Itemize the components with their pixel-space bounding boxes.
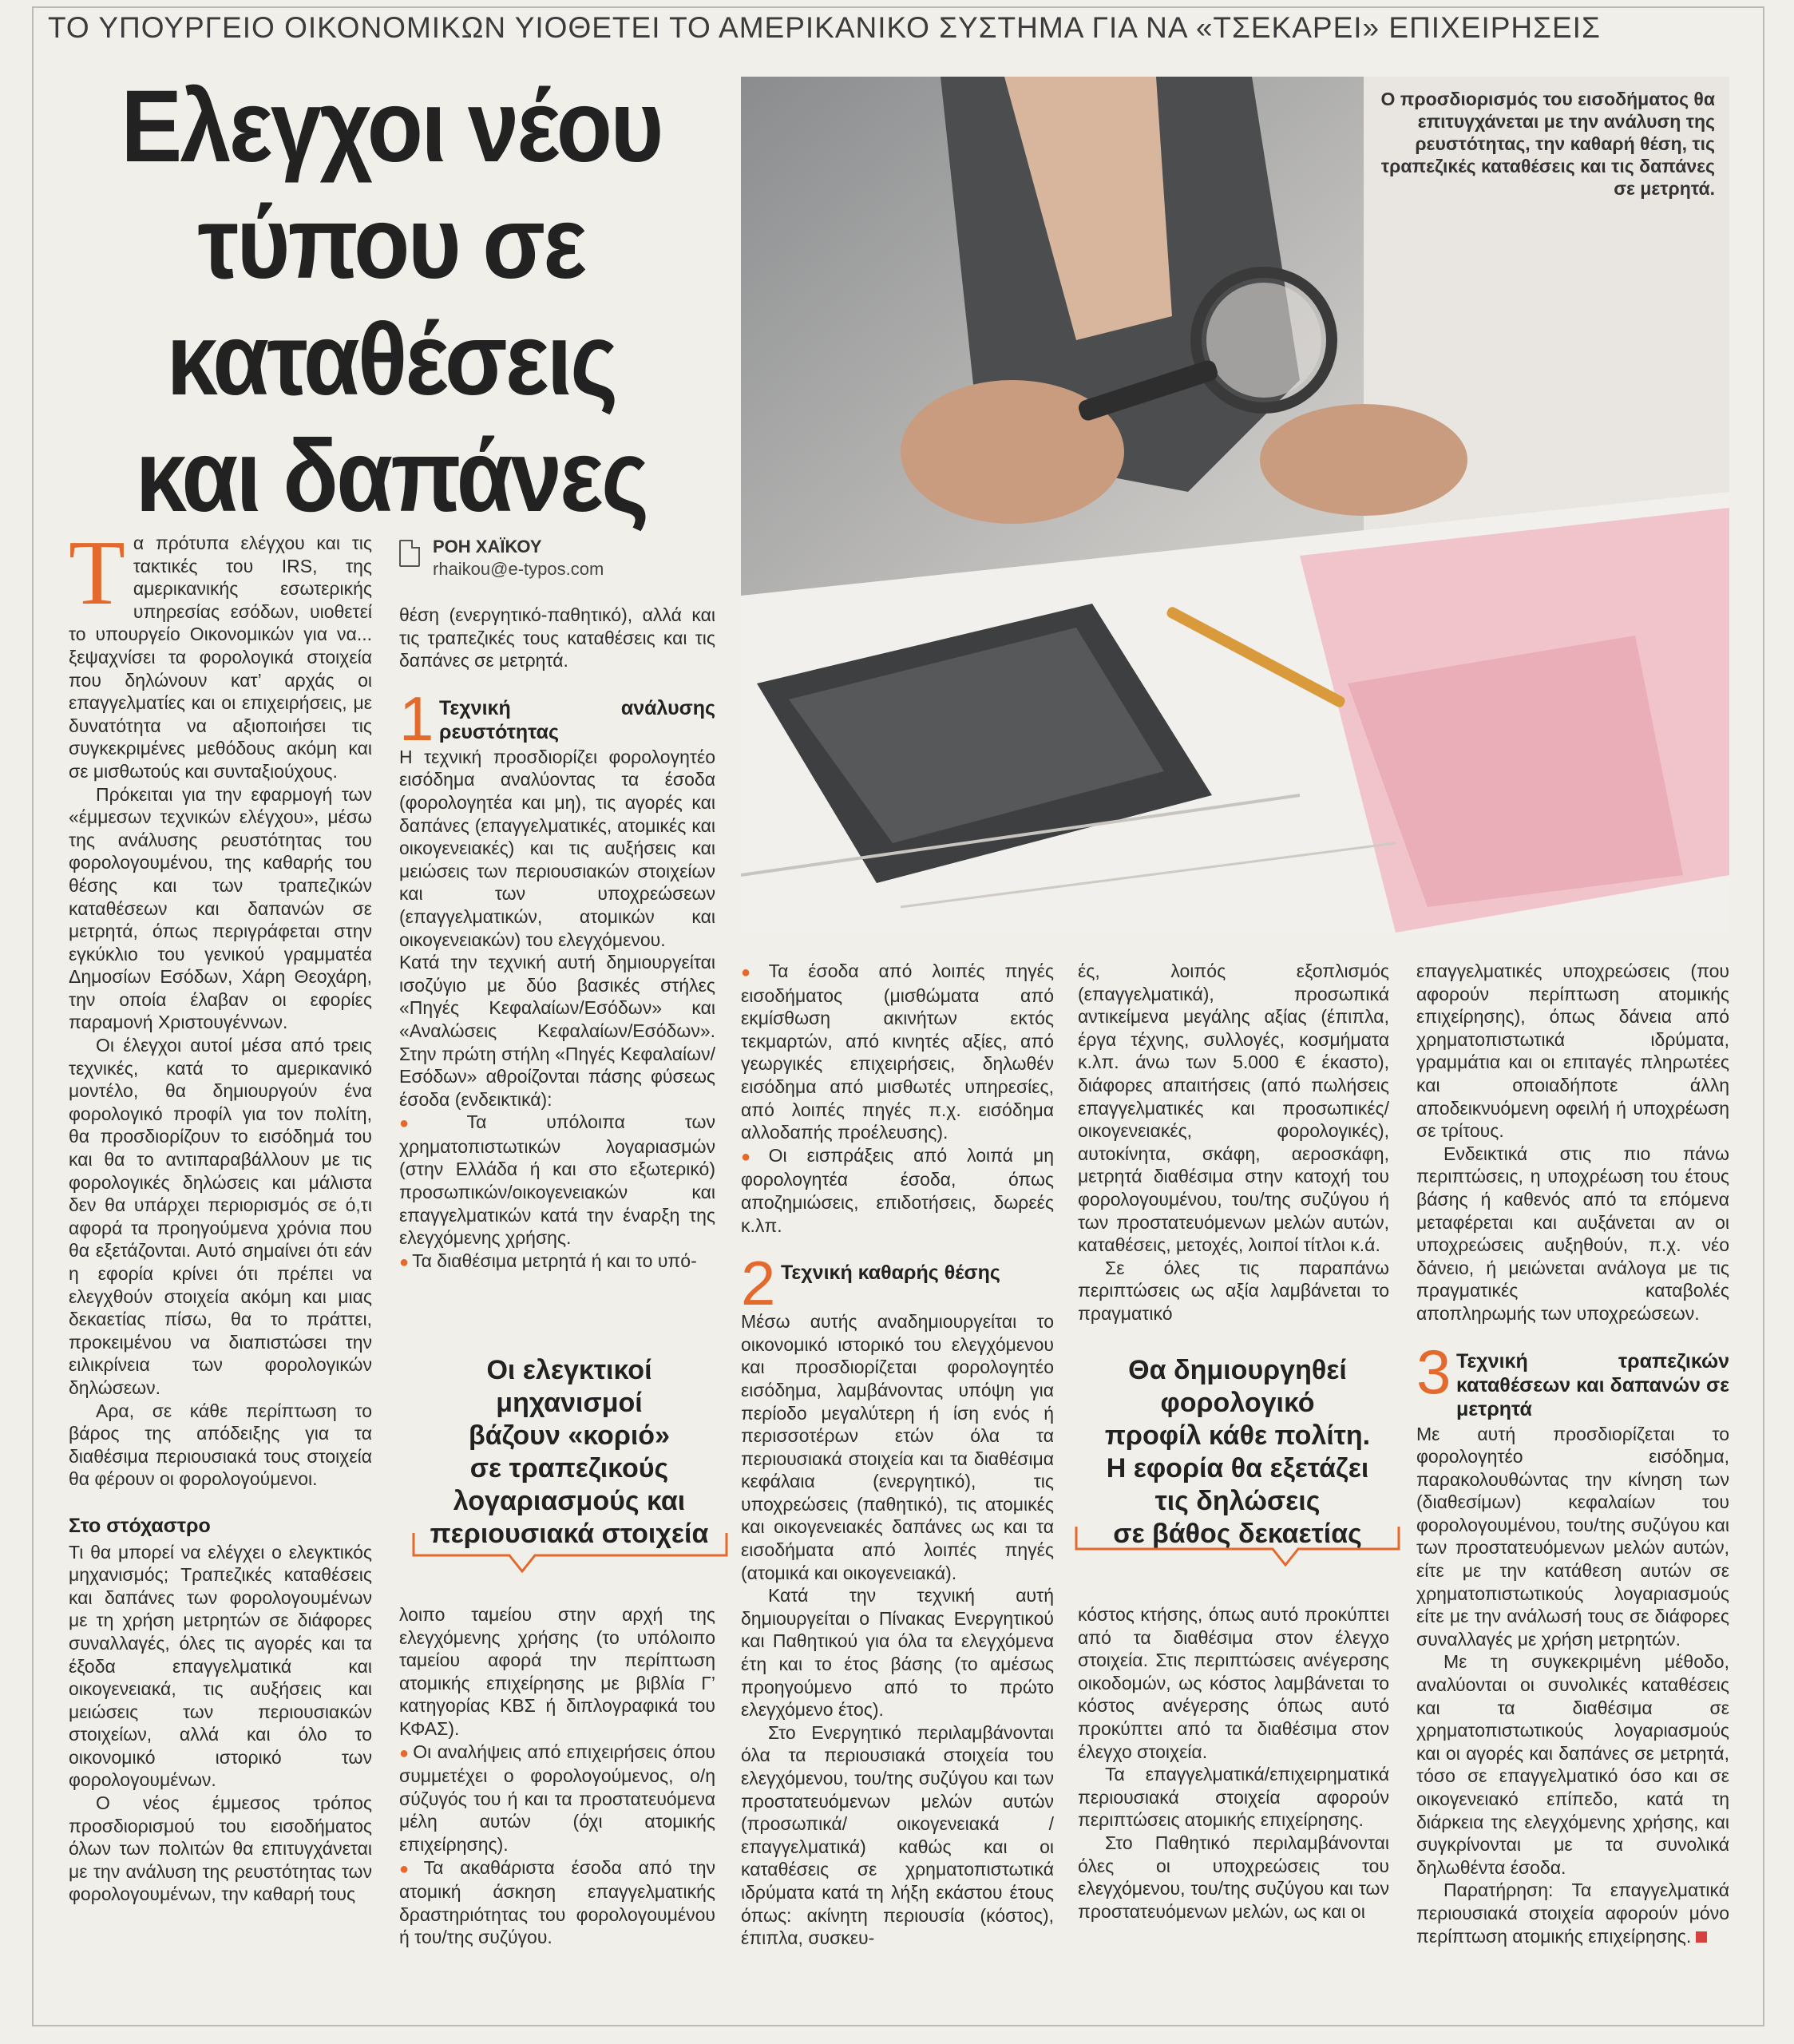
paragraph: Σε όλες τις παραπάνω περιπτώσεις ως αξία λαμβάνεται το πραγματικό xyxy=(1078,1257,1389,1324)
headline-line-3: καταθέσεις xyxy=(166,303,616,417)
quote-line: Οι ελεγκτικοί xyxy=(486,1355,652,1385)
bullet-item: ● Τα ακαθάριστα έσοδα από την ατομική άσκηση επαγγελματικής δραστηριότητας του φορολογουμένου ή του/της συζύγου. xyxy=(399,1856,715,1948)
document-icon xyxy=(399,540,420,567)
paragraph: Τι θα μπορεί να ελέγχει ο ελεγκτικός μηχανισμός; Τραπεζικές καταθέσεις και δαπάνες των φορολογουμένων με τη χρήση μετρητών σε διάφορες συναλλαγές, όλες τις αγορές και τα έξοδα επαγγελματικά και οικογενειακά, τις αυξήσεις και μειώσεις των περιουσιακών στοιχείων, αλλά και όλο το οικονομικό ιστορικό των φορολογουμένων. xyxy=(69,1541,372,1791)
paragraph: Ενδεικτικά στις πιο πάνω περιπτώσεις, η υποχρέωση του έτους βάσης ή καθενός από τα επόμενα μεταφέρεται και αυξάνεται αν οι υποχρεώσεις αυξηθούν, π.χ. νέο δάνειο, ή μειώνεται ανάλογα με τις πραγματικές καταβολές αποπληρωμής των υποχρεώσεων. xyxy=(1416,1143,1729,1324)
quote-line: Θα δημιουργηθεί xyxy=(1128,1355,1347,1385)
column-1 xyxy=(69,522,372,1906)
quote-line: σε βάθος δεκαετίας xyxy=(1113,1519,1362,1549)
bullet-dot-icon: ● xyxy=(399,1860,421,1878)
pull-quote-1 xyxy=(414,1354,725,1562)
paragraph: θέση (ενεργητικό-παθητικό), αλλά και τις τραπεζικές τους καταθέσεις και τις δαπάνες σε μετρητά. xyxy=(399,604,715,671)
supra-title: ΤΟ ΥΠΟΥΡΓΕΙΟ ΟΙΚΟΝΟΜΙΚΩΝ ΥΙΟΘΕΤΕΙ ΤΟ ΑΜΕΡΙΚΑΝΙΚΟ ΣΥΣΤΗΜΑ ΓΙΑ ΝΑ «ΤΣΕΚΑΡΕΙ» ΕΠΙΧΕΙΡΗΣΕΙΣ xyxy=(48,11,1601,44)
photo-illustration xyxy=(741,77,1729,933)
section-number: 2 xyxy=(741,1248,776,1319)
byline xyxy=(399,537,639,581)
bullet-item: ● Οι αναλήψεις από επιχειρήσεις όπου συμμετέχει ο φορολογούμενος, ο/η σύζυγός του ή και τα προστατευόμενα μέλη αυτών (όχι ατομικής επιχείρησης). xyxy=(399,1741,715,1855)
bullet-item: ● Τα έσοδα από λοιπές πηγές εισοδήματος (μισθώματα από εκμίσθωση ακινήτων εκτός τεκμαρτών, από κινητές αξίες, από γεωργικές επιχειρήσεις, δηλωθέν εισόδημα από μισθωτές υπηρεσίες, από λοιπές πηγές π.χ. εισόδημα αλλοδαπής προέλευσης). xyxy=(741,961,1054,1143)
closing-note: Παρατήρηση: Τα επαγγελματικά περιουσιακά στοιχεία αφορούν μόνο περίπτωση ατομικής επιχείρησης. xyxy=(1416,1880,1729,1947)
subhead-target: Στο στόχαστρο xyxy=(69,1514,211,1537)
paragraph: Μέσω αυτής αναδημιουργείται το οικονομικό ιστορικό του ελεγχόμενου και προσδιορίζεται φορολογητέο εισόδημα, λαμβάνοντας υπόψη για περίοδο μεγαλύτερη ή ίση ενός ή περισσοτέρων ετών όλα τα περιουσιακά στοιχεία και τα διαθέσιμα κεφάλαια (ενεργητικό), τις υποχρεώσεις (παθητικό), τις ατομικές και οικογενειακές δαπάνες ως και τα εισοδήματα από λοιπές πηγές (ατομικά και οικογενειακά). xyxy=(741,1311,1054,1583)
paragraph: Πρόκειται για την εφαρμογή των «έμμεσων τεχνικών ελέγχου», μέσω της ανάλυσης ρευστότητας του φορολογουμένου, της καθαρής του θέσης και των τραπεζικών καταθέσεων και δαπανών σε μετρητά, όπως περιγράφεται στην εγκύκλιο του γενικού γραμματέα Δημοσίων Εσόδων, Χάρη Θεοχάρη, την οποία έλαβαν οι εφορίες παραμονή Χριστουγέννων. xyxy=(69,783,372,1033)
section-title: Τεχνική τραπεζικών καταθέσεων και δαπανών σε μετρητά xyxy=(1456,1349,1729,1420)
section-title: Τεχνική καθαρής θέσης xyxy=(781,1262,1000,1285)
paragraph: Στο Παθητικό περιλαμβάνονται όλες οι υποχρεώσεις του ελεγχόμενου, του/της συζύγου και των προστατευόμενων μελών, ως και οι xyxy=(1078,1832,1389,1922)
quote-frame-1 xyxy=(410,1530,730,1573)
quote-line: σε τραπεζικούς xyxy=(469,1453,669,1483)
column-2-lower xyxy=(399,1603,715,1949)
author-name: ΡΟΗ ΧΑΪΚΟΥ xyxy=(433,537,542,557)
author-email[interactable]: rhaikou@e-typos.com xyxy=(433,559,604,579)
section-number: 1 xyxy=(399,683,434,754)
dropcap: Τ xyxy=(69,522,125,624)
paragraph: Με αυτή προσδιορίζεται το φορολογητέο εισόδημα, παρακολουθώντας την κίνηση των (διαθεσίμων) κεφαλαίων του φορολογουμένου, του/της συζύγου και των προστατευόμενων μελών αυτών, είτε με την κατάθεση αυτών σε χρηματοπιστωτικούς λογαριασμούς είτε με την ανάλωσή τους σε διάφορες συναλλαγές με χρήση μετρητών. xyxy=(1416,1423,1729,1650)
paragraph: Κατά την τεχνική αυτή δημιουργείται ισοζύγιο με δύο βασικές στήλες «Πηγές Κεφαλαίων/Εσόδων» και «Αναλώσεις Κεφαλαίων/Εσόδων». Στην πρώτη στήλη «Πηγές Κεφαλαίων/Εσόδων» αθροίζονται πάσης φύσεως έσοδα (ενδεικτικά): xyxy=(399,952,715,1110)
headline xyxy=(82,69,700,535)
quote-line: προφίλ κάθε πολίτη. xyxy=(1104,1420,1371,1451)
bullet-dot-icon: ● xyxy=(741,1147,766,1166)
lead-text: α πρότυπα ελέγχου και τις τακτικές του IRS, της αμερικανικής εσωτερικής υπηρεσίας εσόδων, υιοθετεί το υπουργείο Οικονομικών για να... ξεψαχνίσει τα φορολογικά στοιχεία που δηλώνουν κατ’ αρχάς οι επαγγελματίες και οι επιχειρήσεις, με δυνατότητα να αξιοποιήσει τις συγκεκριμένες μεθόδους ακόμη και σε μισθωτούς και συνταξιούχους. xyxy=(69,533,372,782)
quote-line: μηχανισμοί xyxy=(496,1388,643,1418)
bullet-item: ● Τα διαθέσιμα μετρητά ή και το υπό- xyxy=(399,1250,697,1271)
quote-line: βάζουν «κοριό» xyxy=(469,1420,670,1451)
bullet-item: ● Τα υπόλοιπα των χρηματοπιστωτικών λογαριασμών (στην Ελλάδα ή και στο εξωτερικό) προσωπικών/οικογενειακών και επαγγελματικών κατά την έναρξη της ελεγχόμενης χρήσης. xyxy=(399,1111,715,1249)
article-photo xyxy=(741,77,1729,933)
bullet-dot-icon: ● xyxy=(741,964,766,981)
paragraph: Με τη συγκεκριμένη μέθοδο, αναλύονται οι συνολικές καταθέσεις και τα διαθέσιμα σε χρηματοπιστωτικούς λογαριασμούς και οι αγορές και δαπάνες σε μετρητά, τόσο σε επαγγελματικό όσο και σε οικογενειακό επίπεδο, κατά τη διάρκεια της ελεγχόμενης χρήσης, και συγκρίνονται με τα συνολικά δηλωθέντα έσοδα. xyxy=(1416,1651,1729,1878)
section-number: 3 xyxy=(1416,1336,1451,1407)
bullet-dot-icon: ● xyxy=(399,1115,464,1133)
paragraph: Τα επαγγελματικά/επιχειρηματικά περιουσιακά στοιχεία αφορούν περιπτώσεις ατομικής επιχείρησης. xyxy=(1078,1764,1389,1831)
quote-line: λογαριασμούς και xyxy=(453,1486,686,1516)
photo-caption: Ο προσδιορισμός του εισοδήματος θα επιτυγχάνεται με την ανάλυση της ρευστότητας, την καθαρή θέση, τις τραπεζικές καταθέσεις και τις δαπάνες σε μετρητά. xyxy=(1380,89,1715,199)
quote-line: τις δηλώσεις xyxy=(1154,1486,1321,1516)
paragraph xyxy=(1416,1879,1729,1947)
section-1-heading xyxy=(399,683,715,754)
quote-line: φορολογικό xyxy=(1160,1388,1315,1418)
quote-line: Η εφορία θα εξετάζει xyxy=(1106,1453,1369,1483)
paragraph: Κατά την τεχνική αυτή δημιουργείται ο Πίνακας Ενεργητικού και Παθητικού για όλα τα ελεγχόμενα έτη και το έτος βάσης (το αμέσως προηγούμενο από το πρώτο ελεγχόμενο έτος). xyxy=(741,1585,1054,1721)
column-3 xyxy=(741,960,1054,1950)
column-5 xyxy=(1416,960,1729,1947)
headline-line-2: τύπου σε xyxy=(197,186,585,300)
column-2-upper xyxy=(399,604,715,1274)
pull-quote-2 xyxy=(1078,1354,1397,1562)
lead-paragraph xyxy=(69,522,372,783)
headline-line-4: και δαπάνες xyxy=(135,419,648,533)
quote-line: περιουσιακά στοιχεία xyxy=(430,1519,709,1549)
section-3-heading xyxy=(1416,1336,1729,1421)
bullet-dot-icon: ● xyxy=(399,1253,410,1271)
paragraph: Αρα, σε κάθε περίπτωση το βάρος της απόδειξης για τα διαθέσιμα περιουσιακά τους στοιχεία θα φέρουν οι φορολογούμενοι. xyxy=(69,1400,372,1490)
paragraph: επαγγελματικές υποχρεώσεις (που αφορούν περίπτωση ατομικής επιχείρησης), όπως δάνεια από χρηματοπιστωτικά ιδρύματα, γραμμάτια και οι επιταγές πληρωτέες και οποιαδήποτε άλλη αποδεικνυόμενη οφειλή ή υποχρέωση σε τρίτους. xyxy=(1416,961,1729,1142)
headline-line-1: Ελεγχοι νέου xyxy=(121,69,662,184)
column-4-lower xyxy=(1078,1603,1389,1923)
paragraph: λοιπο ταμείου στην αρχή της ελεγχόμενης χρήσης (το υπόλοιπο ταμείου αφορά την περίπτωση ατομικής επιχείρησης με βιβλία Γ’ κατηγορίας ΚΒΣ ή διπλογραφικά του ΚΦΑΣ). xyxy=(399,1604,715,1739)
paragraph: Η τεχνική προσδιορίζει φορολογητέο εισόδημα αναλύοντας τα έσοδα (φορολογητέα και μη), τις αγορές και δαπάνες (επαγγελματικές, ατομικές και οικογενειακές) και τις αυξήσεις και μειώσεις των περιουσιακών στοιχείων και των υποχρεώσεων (επαγγελματικών, ατομικών και οικογενειακών) του ελεγχόμενου. xyxy=(399,746,715,950)
bullet-item: ● Οι εισπράξεις από λοιπά μη φορολογητέα έσοδα, όπως αποζημιώσεις, επιδοτήσεις, δωρεές κ.λπ. xyxy=(741,1144,1054,1236)
section-2-heading xyxy=(741,1248,1054,1319)
section-title: Τεχνική ανάλυσης ρευστότητας xyxy=(439,696,715,743)
paragraph: κόστος κτήσης, όπως αυτό προκύπτει από τα διαθέσιμα στον έλεγχο στοιχεία. Στις περιπτώσεις ανέγερσης οικοδομών, ως κόστος λαμβάνεται το κόστος ανέγερσης όπως αυτό προκύπτει από τα διαθέσιμα στον έλεγχο στοιχεία. xyxy=(1078,1604,1389,1762)
quote-frame-2 xyxy=(1073,1523,1402,1567)
paragraph: Οι έλεγχοι αυτοί μέσα από τρεις τεχνικές, κατά το αμερικανικό μοντέλο, θα δημιουργούν ένα φορολογικό προφίλ για τον πολίτη, θα προσδιορίζουν το εισόδημά του και θα το αντιπαραβάλλουν με τις φορολογικές δηλώσεις και μάλιστα δεν θα υπάρχει περιορισμός σε ό,τι αφορά τα προηγούμενα χρόνια που θα εξετάζονται. Αυτό σημαίνει ότι εάν η εφορία κρίνει ότι πρέπει να ελεγχθούν στοιχεία ακόμη και μιας δεκαετίας πίσω, θα το πράττει, προκειμένου να διαπιστώσει την ειλικρίνεια των φορολογικών δηλώσεων. xyxy=(69,1035,372,1398)
paragraph: Ο νέος έμμεσος τρόπος προσδιορισμού του εισοδήματος όλων των πολιτών θα επιτυγχάνεται με την ανάλυση της ρευστότητας των φορολογουμένων, την καθαρή τους xyxy=(69,1792,372,1905)
paragraph: ές, λοιπός εξοπλισμός (επαγγελματικά), προσωπικά αντικείμενα μεγάλης αξίας (έπιπλα, έργα τέχνης, συλλογές, κοσμήματα κ.λπ. άνω των 5.000 € έκαστο), διάφορες απαιτήσεις (από πωλήσεις επαγγελματικές και προσωπικές/οικογενειακές, φορολογικές), αυτοκίνητα, σκάφη, αεροσκάφη, μετρητά διαθέσιμα στην κατοχή του φορολογουμένου, του/της συζύγου ή των προστατευόμενων μελών αυτών, καταθέσεις, μετοχές, λοιποί τίτλοι κ.ά. xyxy=(1078,961,1389,1256)
column-4-upper xyxy=(1078,960,1389,1325)
end-mark-icon xyxy=(1696,1931,1707,1943)
paragraph: Στο Ενεργητικό περιλαμβάνονται όλα τα περιουσιακά στοιχεία του ελεγχόμενου, του/της συζύγου και των προστατευόμενων μελών αυτών (προσωπικά/ οικογενειακά /επαγγελματικά) καθώς και οι καταθέσεις σε χρηματοπιστωτικά ιδρύματα κατά τη λήξη εκάστου έτους όπως: ακίνητη περιουσία (κόστος), έπιπλα, συσκευ- xyxy=(741,1721,1054,1949)
bullet-dot-icon: ● xyxy=(399,1744,410,1762)
